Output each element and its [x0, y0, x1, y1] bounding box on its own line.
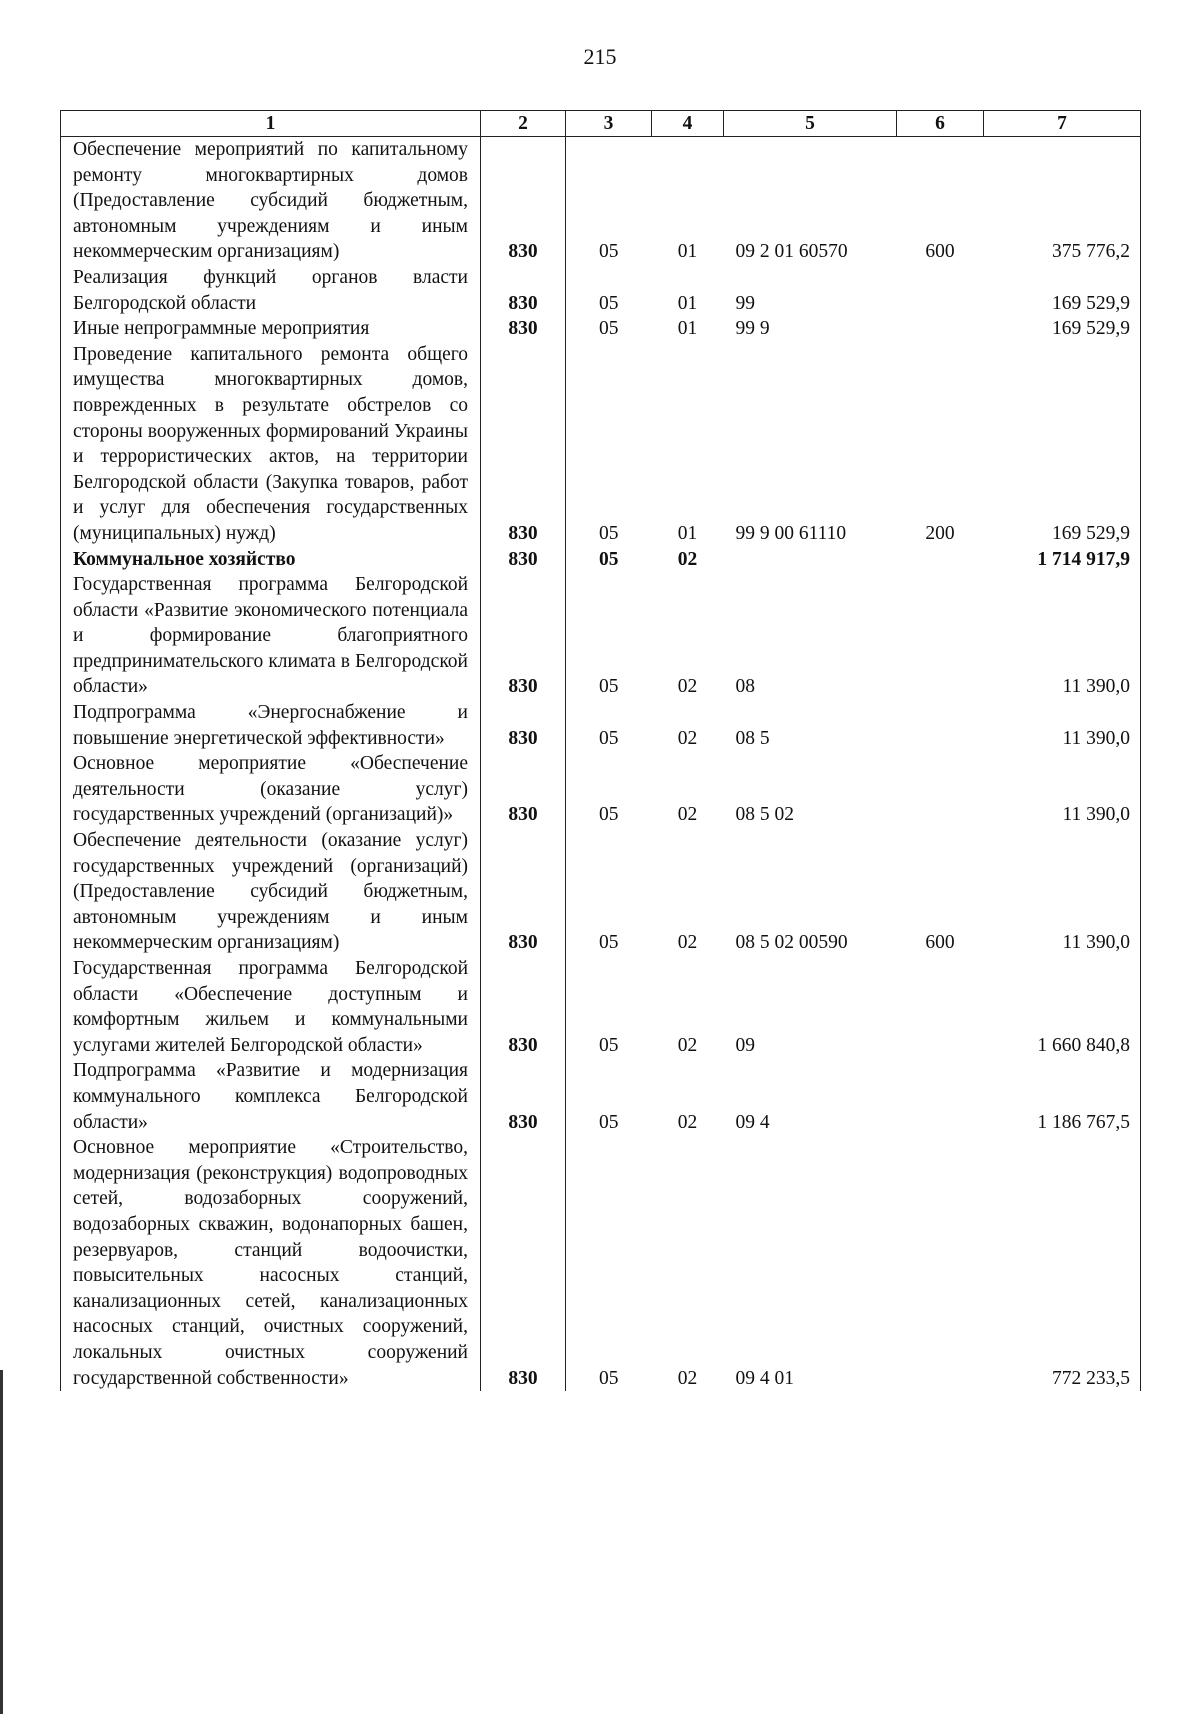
cell-expense-type — [897, 316, 984, 342]
cell-amount: 1 660 840,8 — [984, 956, 1141, 1058]
header-col-6: 6 — [897, 111, 984, 137]
cell-expense-type — [897, 700, 984, 751]
cell-section: 05 — [599, 522, 619, 544]
cell-subsection: 02 — [677, 1034, 698, 1056]
cell-ved: 830 — [481, 265, 566, 316]
cell-subsection: 02 — [677, 932, 698, 954]
cell-target-article: 09 2 01 60570 — [735, 241, 848, 263]
cell-section: 05 — [599, 1367, 619, 1389]
cell-amount: 1 186 767,5 — [984, 1058, 1141, 1135]
cell-name: Подпрограмма «Энергоснабжение и повышение энергетической эффективности» — [61, 700, 481, 751]
cell-section: 05 — [599, 804, 619, 826]
cell-target-article: 99 9 00 61110 — [735, 522, 847, 544]
cell-amount: 772 233,5 — [984, 1135, 1141, 1391]
header-col-1: 1 — [61, 111, 481, 137]
header-col-7: 7 — [984, 111, 1141, 137]
cell-target-article: 08 5 02 — [735, 804, 794, 826]
cell-subsection: 01 — [677, 292, 698, 314]
cell-ved: 830 — [481, 316, 566, 342]
cell-target-article: 99 9 — [735, 318, 770, 340]
cell-amount: 11 390,0 — [984, 828, 1141, 956]
header-col-5: 5 — [724, 111, 897, 137]
page-number: 215 — [583, 44, 617, 69]
cell-section: 05 — [599, 932, 619, 954]
cell-subsection: 01 — [677, 241, 698, 263]
cell-subsection: 02 — [677, 804, 698, 826]
scan-edge-mark — [0, 1370, 3, 1714]
cell-name: Подпрограмма «Развитие и модернизация коммунального комплекса Белгородской области» — [61, 1058, 481, 1135]
table-row — [61, 572, 1141, 700]
cell-section: 05 — [599, 318, 619, 340]
cell-expense-type — [897, 751, 984, 828]
cell-expense-type — [897, 1135, 984, 1391]
table-row — [61, 342, 1141, 547]
header-col-4: 4 — [652, 111, 724, 137]
cell-subsection: 02 — [677, 676, 698, 698]
cell-ved: 830 — [481, 1135, 566, 1391]
table-row — [61, 828, 1141, 956]
table-row — [61, 1058, 1141, 1135]
header-row — [61, 111, 1141, 137]
cell-target-article: 08 5 02 00590 — [735, 932, 848, 954]
cell-name: Государственная программа Белгородской области «Обеспечение доступным и комфортным жильем и коммунальными услугами жителей Белгородской области» — [61, 956, 481, 1058]
cell-expense-type — [897, 956, 984, 1058]
cell-ved: 830 — [481, 828, 566, 956]
cell-ved: 830 — [481, 547, 566, 573]
cell-section: 05 — [599, 1034, 619, 1056]
header-col-3: 3 — [566, 111, 652, 137]
cell-target-article: 09 — [735, 1034, 755, 1056]
table-row — [61, 137, 1141, 265]
cell-section: 05 — [599, 1111, 619, 1133]
table-row — [61, 751, 1141, 828]
cell-expense-type — [897, 1058, 984, 1135]
table-row — [61, 1135, 1141, 1391]
cell-amount: 169 529,9 — [984, 265, 1141, 316]
cell-name: Обеспечение мероприятий по капитальному ремонту многоквартирных домов (Предоставление субсидий бюджетным, автономным учреждениям и иным некоммерческим организациям) — [61, 137, 481, 265]
cell-expense-type: 200 — [925, 522, 955, 544]
cell-expense-type — [897, 547, 984, 573]
cell-name: Иные непрограммные мероприятия — [61, 316, 481, 342]
cell-subsection: 02 — [677, 548, 698, 570]
cell-amount: 1 714 917,9 — [984, 547, 1141, 573]
cell-ved: 830 — [481, 1058, 566, 1135]
cell-subsection: 02 — [677, 1111, 698, 1133]
cell-ved: 830 — [481, 956, 566, 1058]
cell-amount: 11 390,0 — [984, 700, 1141, 751]
cell-name: Проведение капитального ремонта общего имущества многоквартирных домов, поврежденных в результате обстрелов со стороны вооруженных формирований Украины и террористических актов, на территории Белгородской области (Закупка товаров, работ и услуг для обеспечения государственных (муниципальных) нужд) — [61, 342, 481, 547]
cell-ved: 830 — [481, 751, 566, 828]
cell-expense-type — [897, 572, 984, 700]
cell-ved: 830 — [481, 700, 566, 751]
cell-expense-type — [897, 265, 984, 316]
header-col-2: 2 — [481, 111, 566, 137]
cell-target-article: 09 4 — [735, 1111, 770, 1133]
cell-expense-type: 600 — [925, 241, 955, 263]
cell-subsection: 02 — [677, 1367, 698, 1389]
cell-amount: 11 390,0 — [984, 572, 1141, 700]
cell-ved: 830 — [481, 342, 566, 547]
cell-subsection: 01 — [677, 318, 698, 340]
cell-amount: 11 390,0 — [984, 751, 1141, 828]
cell-name: Основное мероприятие «Строительство, модернизация (реконструкция) водопроводных сетей, водозаборных сооружений, водозаборных скважин, водонапорных башен, резервуаров, станций водоочистки, повысительных насосных станций, канализационных сетей, канализационных насосных станций, очистных сооружений, локальных очистных сооружений государственной собственности» — [61, 1135, 481, 1391]
table-row — [61, 265, 1141, 316]
cell-ved: 830 — [481, 137, 566, 265]
cell-name: Основное мероприятие «Обеспечение деятельности (оказание услуг) государственных учреждений (организаций)» — [61, 751, 481, 828]
cell-name: Коммунальное хозяйство — [61, 547, 481, 573]
cell-target-article: 08 — [735, 676, 755, 698]
cell-section: 05 — [599, 676, 619, 698]
cell-amount: 169 529,9 — [984, 342, 1141, 547]
cell-amount: 375 776,2 — [984, 137, 1141, 265]
table-body — [61, 137, 1141, 1392]
table-row — [61, 956, 1141, 1058]
cell-section: 05 — [599, 727, 619, 749]
table-row — [61, 316, 1141, 342]
cell-amount: 169 529,9 — [984, 316, 1141, 342]
cell-section: 05 — [599, 548, 619, 570]
cell-section: 05 — [599, 241, 619, 263]
table-row — [61, 700, 1141, 751]
cell-target-article: 99 — [735, 292, 755, 314]
cell-name: Реализация функций органов власти Белгородской области — [61, 265, 481, 316]
table-row — [61, 547, 1141, 573]
cell-expense-type: 600 — [925, 932, 955, 954]
cell-subsection: 02 — [677, 727, 698, 749]
cell-target-article: 09 4 01 — [735, 1367, 794, 1389]
cell-target-article: 08 5 — [735, 727, 770, 749]
cell-name: Государственная программа Белгородской области «Развитие экономического потенциала и формирование благоприятного предпринимательского климата в Белгородской области» — [61, 572, 481, 700]
cell-target-article — [724, 547, 897, 573]
cell-name: Обеспечение деятельности (оказание услуг) государственных учреждений (организаций) (Предоставление субсидий бюджетным, автономным учреждениям и иным некоммерческим организациям) — [61, 828, 481, 956]
budget-table — [60, 110, 1141, 1391]
cell-section: 05 — [599, 292, 619, 314]
table-header — [61, 111, 1141, 137]
cell-ved: 830 — [481, 572, 566, 700]
cell-subsection: 01 — [677, 522, 698, 544]
